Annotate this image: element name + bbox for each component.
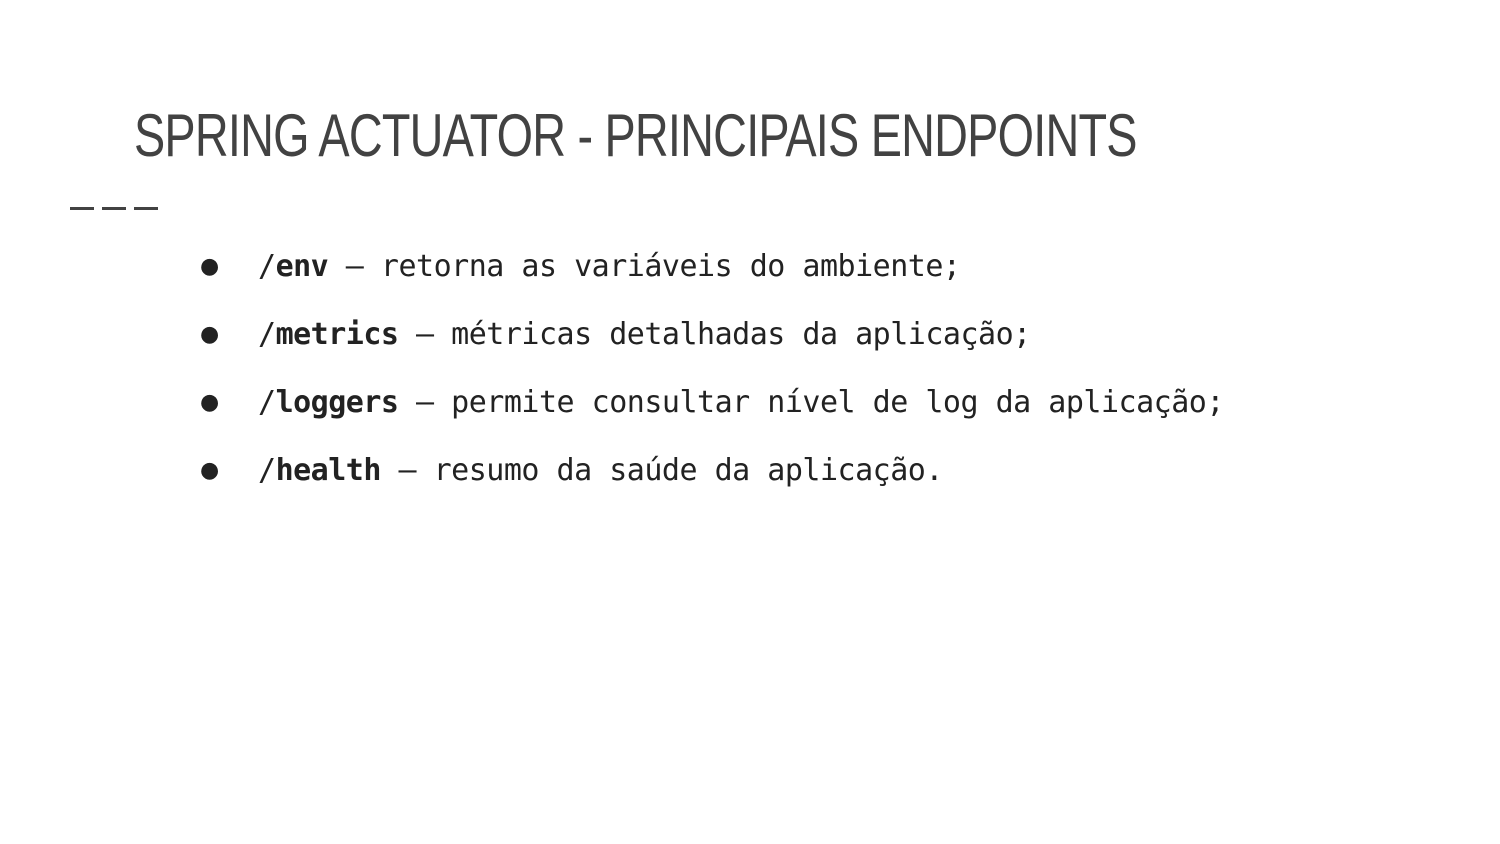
endpoint-slash: / [258,316,276,352]
title-accent-dashes [70,207,158,210]
endpoint-list [200,232,1224,504]
slide-title: SPRING ACTUATOR - PRINCIPAIS ENDPOINTS [134,102,1137,169]
accent-dash [134,207,158,210]
list-item-text [258,385,1224,420]
list-item-metrics [200,300,1224,368]
endpoint-name: env [275,248,329,284]
endpoint-description: – retorna as variáveis do ambiente; [328,248,961,284]
list-item-env [200,232,1224,300]
bullet-icon: ● [200,457,220,483]
endpoint-description: – permite consultar nível de log da aplicação; [398,384,1224,420]
endpoint-description: – resumo da saúde da aplicação. [380,452,943,488]
list-item-loggers [200,368,1224,436]
endpoint-name: health [275,452,381,488]
endpoint-name: loggers [275,384,399,420]
endpoint-description: – métricas detalhadas da aplicação; [398,316,1031,352]
list-item-text [258,249,960,284]
list-item-health [200,436,1224,504]
list-item-text [258,453,943,488]
bullet-icon: ● [200,321,220,347]
accent-dash [102,207,126,210]
endpoint-slash: / [258,452,276,488]
endpoint-slash: / [258,384,276,420]
list-item-text [258,317,1031,352]
bullet-icon: ● [200,253,220,279]
endpoint-slash: / [258,248,276,284]
accent-dash [70,207,94,210]
endpoint-name: metrics [275,316,399,352]
bullet-icon: ● [200,389,220,415]
